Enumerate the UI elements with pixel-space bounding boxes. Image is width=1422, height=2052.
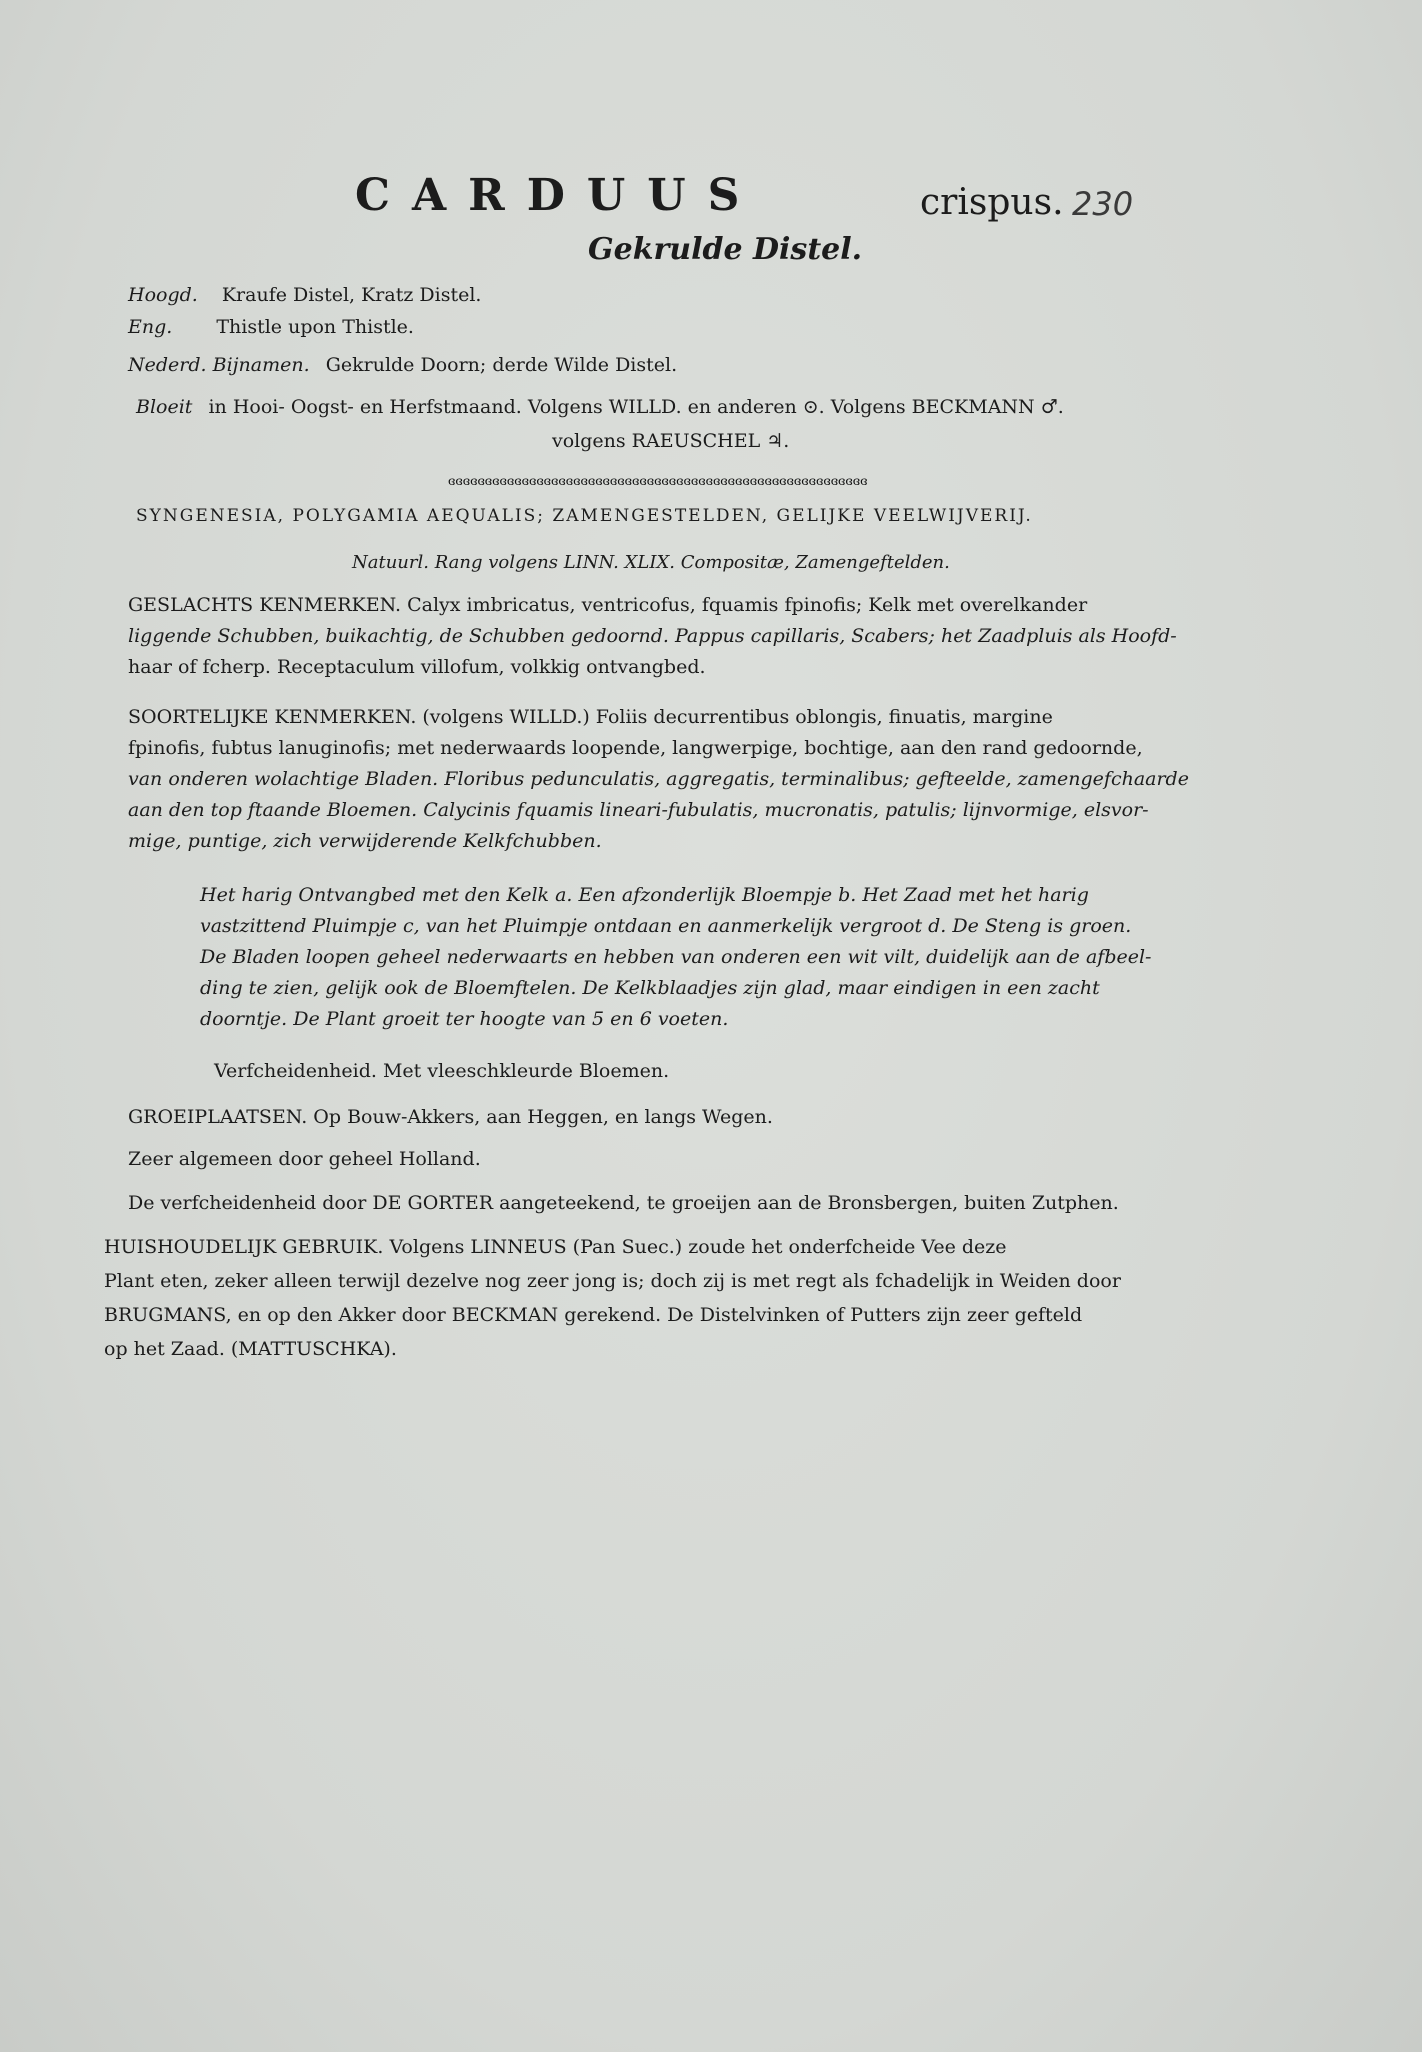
nederd-row — [128, 354, 677, 376]
classification-line: SYNGENESIA, POLYGAMIA AEQUALIS; ZAMENGESTELDEN, GELIJKE VEELWIJVERIJ. — [136, 506, 1033, 526]
bloeit-label: Bloeit — [136, 396, 193, 418]
plant-description — [200, 880, 1290, 1035]
hoogd-text: Kraufe Distel, Kratz Distel. — [221, 284, 482, 306]
groeiplaatsen-line: GROEIPLAATSEN. Op Bouw-Akkers, aan Heggen, en langs Wegen. — [128, 1106, 773, 1128]
ornament-divider: ɞɞɞɞɞɞɞɞɞɞɞɞɞɞɞɞɞɞɞɞɞɞɞɞɞɞɞɞɞɞɞɞɞɞɞɞɞɞɞɞɞɞɞɞɞɞɞɞɞɞɞɞɞɞɞɞɞ — [448, 474, 868, 488]
geslachts-line: haar of fcherp. Receptaculum villofum, volkkig ontvangbed. — [128, 656, 706, 678]
eng-text: Thistle upon Thistle. — [216, 316, 414, 338]
common-name: Gekrulde Distel. — [588, 232, 863, 267]
nederd-label: Nederd. Bijnamen. — [128, 354, 310, 376]
eng-label: Eng. — [128, 316, 173, 338]
soortelijke-line: van onderen wolachtige Bladen. Floribus pedunculatis, aggregatis, terminalibus; gefteelde, zamengefchaarde — [128, 768, 1189, 790]
geslachts-line: liggende Schubben, buikachtig, de Schubben gedoornd. Pappus capillaris, Scabers; het Zaadpluis als Hoofd- — [128, 625, 1177, 647]
hoogd-row — [128, 284, 481, 306]
bloeit-text: in Hooi- Oogst- en Herfstmaand. Volgens WILLD. en anderen ⊙. Volgens BECKMANN ♂. — [208, 396, 1064, 418]
description-line: ding te zien, gelijk ook de Bloemftelen. De Kelkblaadjes zijn glad, maar eindigen in een zacht — [200, 977, 1100, 999]
hoogd-label: Hoogd. — [128, 284, 198, 306]
gebruik-line: op het Zaad. (MATTUSCHKA). — [104, 1338, 397, 1360]
gorter-line: De verfcheidenheid door DE GORTER aangeteekend, te groeijen aan de Bronsbergen, buiten Zutphen. — [128, 1192, 1119, 1214]
bloeit-line2: volgens RAEUSCHEL ♃. — [552, 430, 790, 452]
description-line: vastzittend Pluimpje c, van het Pluimpje ontdaan en aanmerkelijk vergroot d. De Steng is groen. — [200, 915, 1132, 937]
soortelijke-line: fpinofis, fubtus lanuginofis; met nederwaards loopende, langwerpige, bochtige, aan den rand gedoornde, — [128, 737, 1143, 759]
handwritten-number: 230 — [1072, 185, 1134, 223]
geslachts-kenmerken — [128, 590, 1298, 683]
description-line: De Bladen loopen geheel nederwaarts en hebben van onderen een wit vilt, duidelijk aan de afbeel- — [200, 946, 1152, 968]
genus-title: CARDUUS — [355, 170, 762, 221]
holland-line: Zeer algemeen door geheel Holland. — [128, 1148, 481, 1170]
huishoudelijk-gebruik — [104, 1230, 1294, 1366]
soortelijke-line: aan den top ftaande Bloemen. Calycinis fquamis lineari-fubulatis, mucronatis, patulis; lijnvormige, elsvor- — [128, 799, 1149, 821]
bloeit-row — [136, 396, 1064, 418]
natural-order-line: Natuurl. Rang volgens LINN. XLIX. Compositæ, Zamengeftelden. — [352, 552, 950, 573]
geslachts-line: GESLACHTS KENMERKEN. Calyx imbricatus, ventricofus, fquamis fpinofis; Kelk met overelkander — [128, 594, 1088, 616]
soortelijke-kenmerken — [128, 702, 1298, 857]
gebruik-line: HUISHOUDELIJK GEBRUIK. Volgens LINNEUS (Pan Suec.) zoude het onderfcheide Vee deze — [104, 1236, 1007, 1258]
gebruik-line: Plant eten, zeker alleen terwijl dezelve nog zeer jong is; doch zij is met regt als fchadelijk in Weiden door — [104, 1270, 1121, 1292]
variety-line: Verfcheidenheid. Met vleeschkleurde Bloemen. — [214, 1060, 670, 1082]
species-name: crispus. — [920, 182, 1064, 223]
soortelijke-line: mige, puntige, zich verwijderende Kelkfchubben. — [128, 830, 602, 852]
soortelijke-line: SOORTELIJKE KENMERKEN. (volgens WILLD.) Foliis decurrentibus oblongis, finuatis, margine — [128, 706, 1053, 728]
nederd-text: Gekrulde Doorn; derde Wilde Distel. — [325, 354, 678, 376]
description-line: Het harig Ontvangbed met den Kelk a. Een afzonderlijk Bloempje b. Het Zaad met het harig — [200, 884, 1089, 906]
eng-row — [128, 316, 414, 338]
gebruik-line: BRUGMANS, en op den Akker door BECKMAN gerekend. De Distelvinken of Putters zijn zeer gefteld — [104, 1304, 1083, 1326]
description-line: doorntje. De Plant groeit ter hoogte van 5 en 6 voeten. — [200, 1008, 729, 1030]
